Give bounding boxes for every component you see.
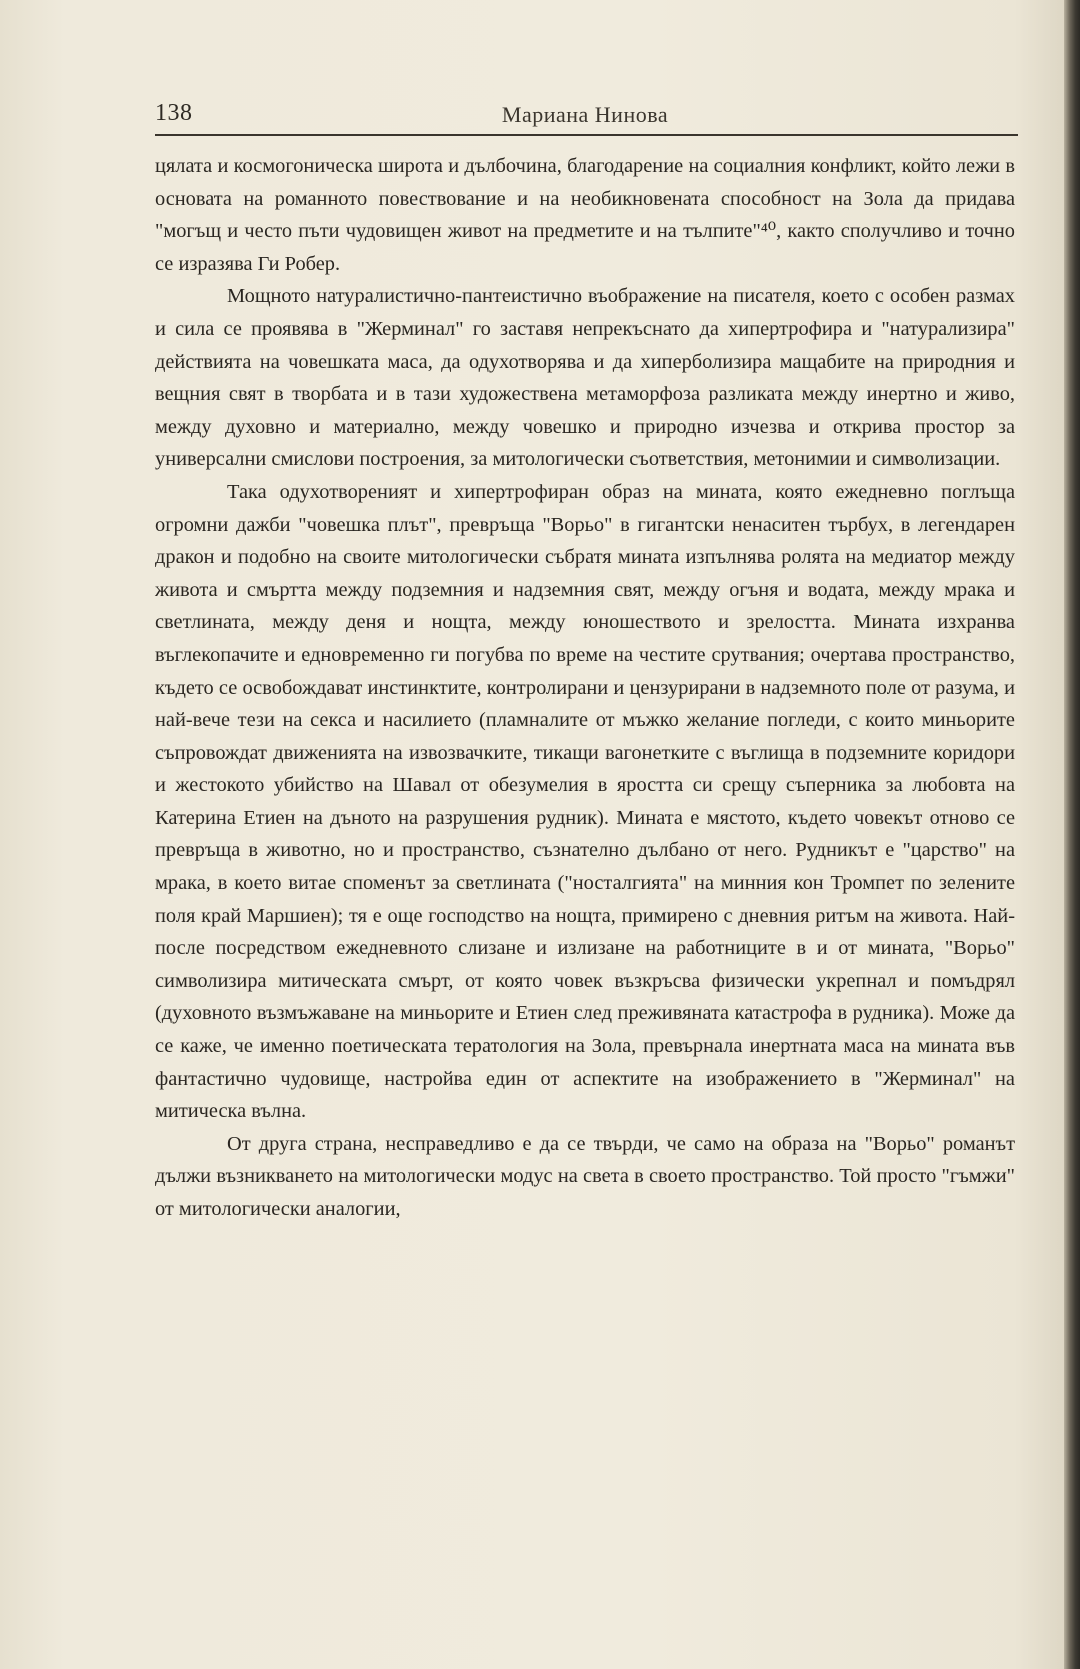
body-text xyxy=(155,150,1015,1226)
paragraph: цялата и космогоническа широта и дълбочина, благодарение на социалния конфликт, който лежи в основата на романното повествование и на необикновената способност на Зола да придава "могъщ и често пъти чудовищен живот на предметите и на тълпите"⁴⁰, както сполучливо и точно се изразява Ги Робер. xyxy=(155,155,1015,275)
paragraph: От друга страна, несправедливо е да се твърди, че само на образа на "Ворьо" романът дължи възникването на митологически модус на света в своето пространство. Той просто "гъмжи" от митологически аналогии, xyxy=(155,1132,1015,1220)
running-header-author: Мариана Нинова xyxy=(501,102,669,127)
page-spine-shadow xyxy=(1064,0,1080,1669)
running-header xyxy=(155,100,1018,136)
paragraph: Мощното натуралистично-пантеистично въображение на писателя, което с особен размах и сила се проявява в "Жерминал" го заставя непрекъснато да хипертрофира и "натурализира" действията на човешката маса, да одухотворява и да хиперболизира мащабите на природния и вещния свят в творбата и в тази художествена метаморфоза разликата между инертно и живо, между духовно и материално, между човешко и природно изчезва и открива простор за универсални смислови построения, за митологически съответствия, метонимии и символизации. xyxy=(155,285,1015,471)
page-number: 138 xyxy=(155,100,193,126)
paragraph: Така одухотвореният и хипертрофиран образ на мината, която ежедневно поглъща огромни дажби "човешка плът", превръща "Ворьо" в гигантски ненаситен търбух, в легендарен дракон и подобно на своите митологически събратя мината изпълнява ролята на медиатор между живота и смъртта между подземния и надземния свят, между огъня и водата, между мрака и светлината, между деня и нощта, между юношеството и зрелостта. Мината изхранва въглекопачите и едновременно ги погубва по време на честите срутвания; очертава пространство, където се освобождават инстинктите, контролирани и цензурирани в надземното поле от разума, и най-вече тези на секса и насилието (пламналите от мъжко желание погледи, с които миньорите съпровождат движенията на извозвачките, тикащи вагонетките с въглища в подземните коридори и жестокото убийство на Шавал от обезумелия в яростта си срещу съперника за любовта на Катерина Етиен на дъното на разрушения рудник). Мината е мястото, където човекът отново се превръща в животно, но и пространство, съзнателно дълбано от него. Рудникът е "царство" на мрака, в което витае споменът за светлината ("носталгията" на минния кон Тромпет по зелените поля край Маршиен); тя е още господство на нощта, примирено с дневния ритъм на живота. Най-после посредством ежедневното слизане и излизане на работниците в и от мината, "Ворьо" символизира митическата смърт, от която човек възкръсва физически укрепнал и помъдрял (духовното възмъжаване на миньорите и Етиен след преживяната катастрофа в рудника). Може да се каже, че именно поетическата тератология на Зола, превърнала инертната маса на мината във фантастично чудовище, настройва един от аспектите на изображението в "Жерминал" на митическа вълна. xyxy=(155,480,1015,1123)
